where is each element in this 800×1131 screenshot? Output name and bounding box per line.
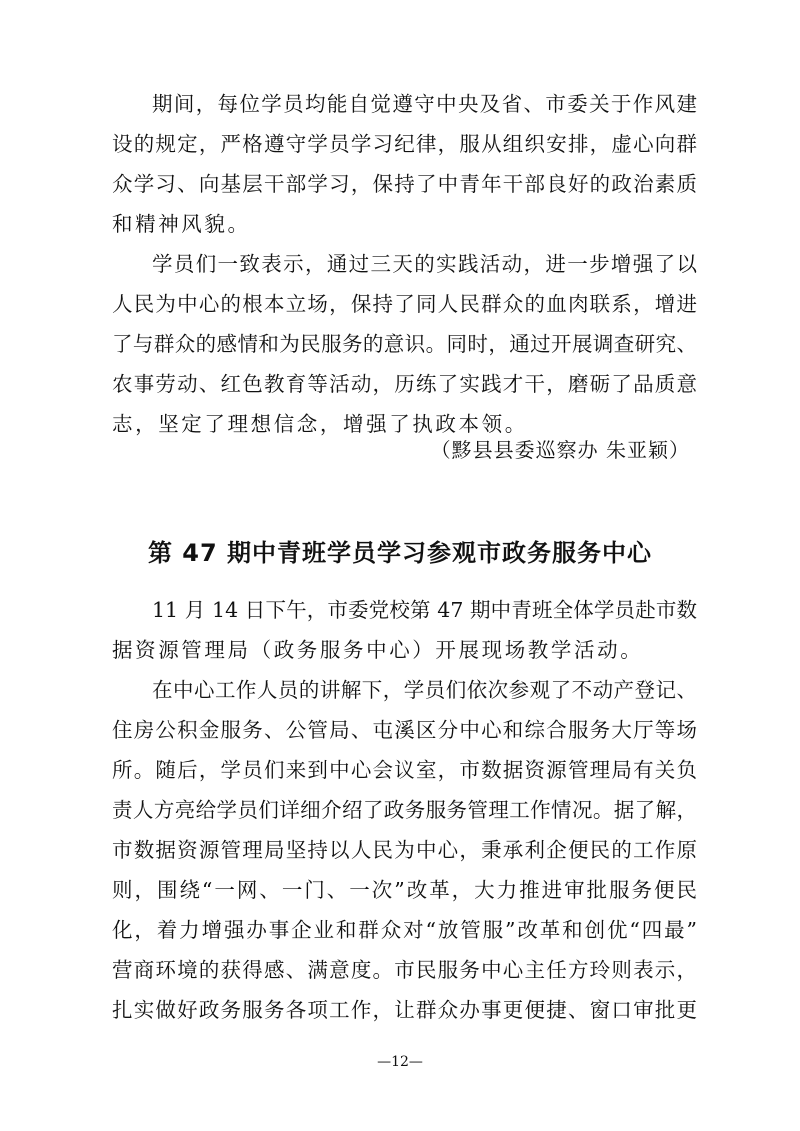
paragraph-line: 据资源管理局（政务服务中心）开展现场教学活动。 [112,638,644,662]
page-number: —12— [377,1054,423,1070]
paragraph-line: 扎实做好政务服务各项工作，让群众办事更便捷、窗口审批更 [112,998,697,1022]
paragraph-line: 众学习、向基层干部学习，保持了中青年干部良好的政治素质 [112,172,697,196]
paragraph-line: 农事劳动、红色教育等活动，历练了实践才干，磨砺了品质意 [112,372,697,396]
paragraph-line: 在中心工作人员的讲解下，学员们依次参观了不动产登记、 [152,678,697,702]
paragraph-line: 学员们一致表示，通过三天的实践活动，进一步增强了以 [152,252,697,276]
paragraph-visit-details [112,670,697,1030]
section-title: 第 47 期中青班学员学习参观市政务服务中心 [147,539,653,567]
paragraph-students-feedback [112,244,697,444]
paragraph-line: 责人方亮给学员们详细介绍了政务服务管理工作情况。据了解， [112,798,697,822]
paragraph-line: 设的规定，严格遵守学员学习纪律，服从组织安排，虚心向群 [112,132,697,156]
paragraph-line: 志，坚定了理想信念，增强了执政本领。 [112,412,528,436]
author-signature: （黟县县委巡察办 朱亚颖） [430,438,690,462]
paragraph-visit-intro [112,590,697,670]
paragraph-line: 营商环境的获得感、满意度。市民服务中心主任方玲则表示， [112,958,697,982]
paragraph-conduct [112,84,697,244]
paragraph-line: 11 月 14 日下午，市委党校第 47 期中青班全体学员赴市数 [152,598,697,622]
paragraph-line: 住房公积金服务、公管局、屯溪区分中心和综合服务大厅等场 [112,718,697,742]
paragraph-line: 和精神风貌。 [112,212,251,236]
paragraph-line: 所。随后，学员们来到中心会议室，市数据资源管理局有关负 [112,758,697,782]
paragraph-line: 则，围绕“一网、一门、一次”改革，大力推进审批服务便民 [112,878,697,902]
paragraph-line: 人民为中心的根本立场，保持了同人民群众的血肉联系，增进 [112,292,697,316]
paragraph-line: 化，着力增强办事企业和群众对“放管服”改革和创优“四最” [112,918,697,942]
paragraph-line: 市数据资源管理局坚持以人民为中心，秉承利企便民的工作原 [112,838,697,862]
paragraph-line: 期间，每位学员均能自觉遵守中央及省、市委关于作风建 [152,92,697,116]
paragraph-line: 了与群众的感情和为民服务的意识。同时，通过开展调查研究、 [112,332,697,356]
